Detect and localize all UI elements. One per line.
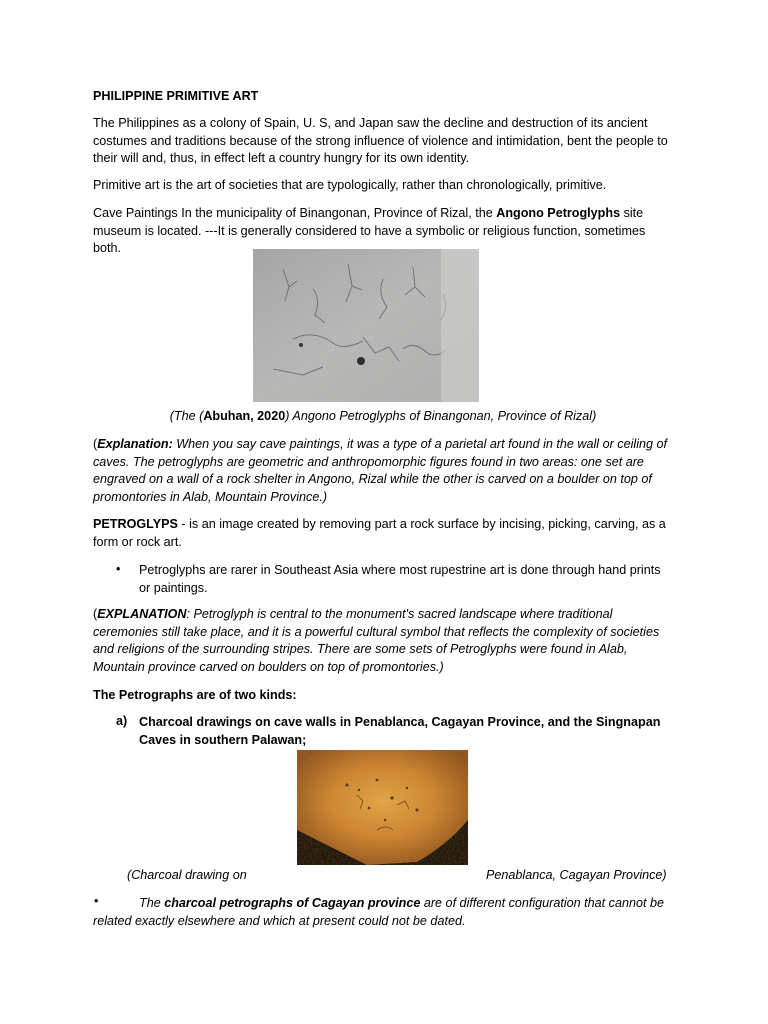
definition-paragraph: Primitive art is the art of societies that are typologically, rather than chronologically, primitive.: [93, 178, 607, 192]
intro-paragraph: The Philippines as a colony of Spain, U. S, and Japan saw the decline and destruction of its ancient costumes and traditions because of the strong influence of violence and intimidation, bent the people to their will and, thus, in effect left a country hungry for its own identity.: [93, 116, 668, 165]
bullet-marker-2: •: [94, 894, 99, 908]
petroglyphs-term: PETROGLYPS: [93, 517, 178, 531]
caption2-right: Penablanca, Cagayan Province): [486, 868, 667, 882]
bullet-charcoal-petrographs: [93, 895, 673, 930]
caption2-left: (Charcoal drawing on: [127, 868, 247, 882]
caption1-citation: Abuhan, 2020: [203, 409, 286, 423]
page-title: PHILIPPINE PRIMITIVE ART: [93, 89, 259, 103]
bullet2-lead: The: [139, 896, 165, 910]
explanation2-open: (: [93, 607, 98, 621]
petroglyphs-def: - is an image created by removing part a rock surface by incising, picking, carving, as a form or rock art.: [93, 517, 666, 549]
bullet2-bold: charcoal petrographs of Cagayan province: [164, 896, 421, 910]
cave-lead-text: Cave Paintings In the municipality of Binangonan, Province of Rizal, the: [93, 206, 497, 220]
bullet2-rest: are of different configuration that cannot be related exactly elsewhere and which at present could not be dated.: [93, 896, 665, 928]
list-item-charcoal-drawings: Charcoal drawings on cave walls in Penablanca, Cagayan Province, and the Singnapan Caves in southern Palawan;: [139, 715, 661, 747]
cave-rest-text: site museum is located. ---It is generally considered to have a symbolic or religious function, sometimes both.: [93, 206, 646, 255]
cave-wall-image: [297, 750, 468, 865]
explanation1-label: Explanation:: [97, 437, 173, 451]
angono-petroglyphs-term: Angono Petroglyphs: [496, 206, 621, 220]
explanation2-label: EXPLANATION: [97, 607, 187, 621]
bullet-marker: •: [116, 562, 121, 576]
explanation-petroglyph: [93, 606, 673, 676]
explanation-cave-paintings: [93, 436, 673, 506]
explanation1-text: When you say cave paintings, it was a type of a parietal art found in the wall or ceiling of caves. The petroglyphs are geometric and anthropomorphic figures found in two areas: one set are engraved on a wall of a rock shelter in Angono, Rizal while the other is carved on a boulder on top of promontories in Alab, Mountain Province.): [93, 437, 668, 504]
caption-angono: [93, 408, 673, 426]
caption1-open: (The (: [169, 409, 204, 423]
charcoal-drawing-photo: [297, 750, 468, 865]
petroglyphs-definition: [93, 516, 673, 551]
list-marker-a: a): [116, 714, 128, 728]
explanation2-text: : Petroglyph is central to the monument's sacred landscape where traditional ceremonies still take place, and it is a powerful cultural symbol that reflects the complexity of societies and religions of the surrounding stripes. There are some sets of Petroglyphs were found in Alab, Mountain province carved on boulders on top of promontories.): [93, 607, 660, 674]
petrographs-heading: The Petrographs are of two kinds:: [93, 688, 297, 702]
caption1-close: ) Angono Petroglyphs of Binangonan, Province of Rizal): [285, 409, 597, 423]
angono-petroglyphs-photo: [253, 249, 479, 402]
bullet-petroglyphs-rarer: Petroglyphs are rarer in Southeast Asia where most rupestrine art is done through hand prints or paintings.: [139, 563, 661, 595]
explanation1-open: (: [93, 437, 98, 451]
rock-texture-image: [253, 249, 479, 402]
